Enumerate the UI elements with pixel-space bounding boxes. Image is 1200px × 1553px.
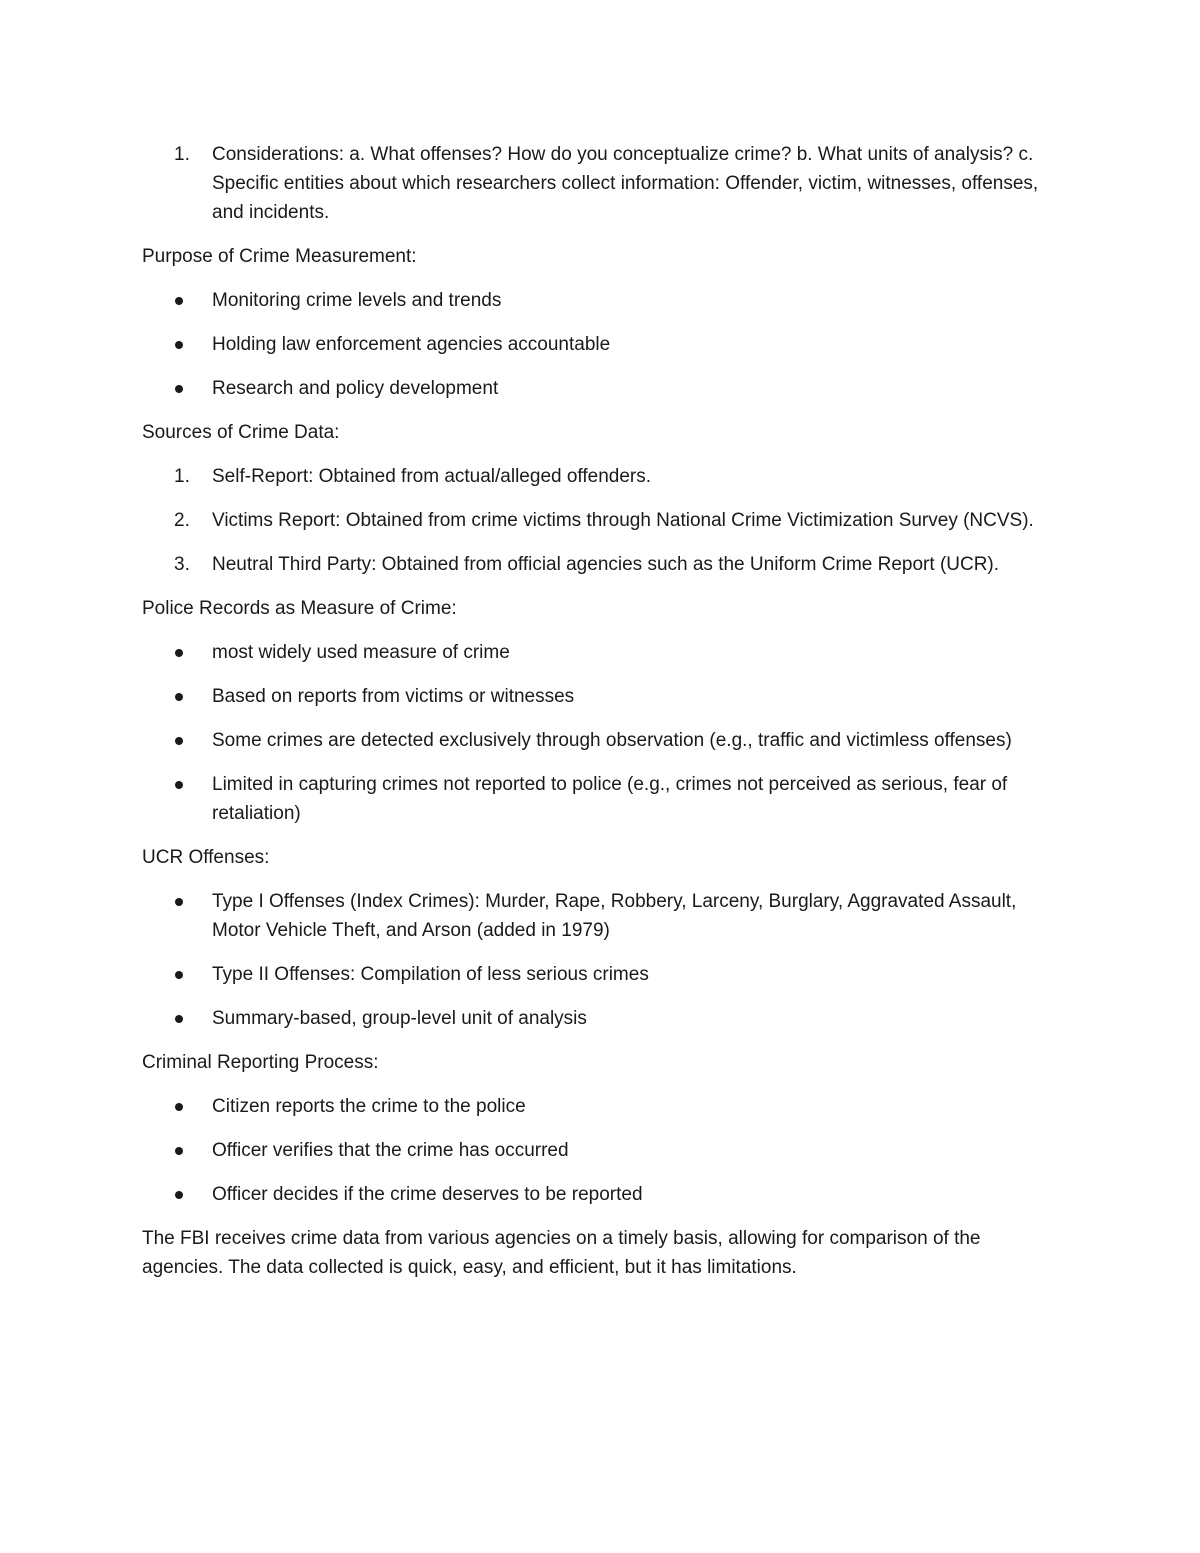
- list-item: [142, 960, 1062, 989]
- list-item: [142, 462, 1062, 491]
- closing-paragraph: The FBI receives crime data from various agencies on a timely basis, allowing for comparison of the agencies. The data collected is quick, easy, and efficient, but it has limitations.: [142, 1228, 981, 1278]
- bullet-icon: [175, 1103, 183, 1111]
- list-item: [142, 550, 1062, 579]
- list-item-text: Limited in capturing crimes not reported to police (e.g., crimes not perceived as serious, fear of retaliation): [212, 774, 1008, 824]
- list-item: [142, 726, 1062, 755]
- list-item-text: Neutral Third Party: Obtained from official agencies such as the Uniform Crime Report (UCR).: [212, 554, 1000, 575]
- list-item-text: Type I Offenses (Index Crimes): Murder, Rape, Robbery, Larceny, Burglary, Aggravated Assault, Motor Vehicle Theft, and Arson (added in 1979): [212, 891, 1017, 941]
- bullet-icon: [175, 1147, 183, 1155]
- list-item-text: Officer decides if the crime deserves to be reported: [212, 1184, 643, 1205]
- list-item: [142, 1004, 1062, 1033]
- bullet-icon: [175, 1015, 183, 1023]
- reporting-process-list: [142, 1092, 1062, 1209]
- list-item-text: Self-Report: Obtained from actual/alleged offenders.: [212, 466, 652, 487]
- purpose-list: [142, 286, 1062, 403]
- list-item: [142, 286, 1062, 315]
- section-heading-police-records: Police Records as Measure of Crime:: [142, 598, 457, 619]
- list-item: [142, 638, 1062, 667]
- considerations-list: [142, 140, 1062, 227]
- bullet-icon: [175, 898, 183, 906]
- list-item: [142, 770, 1062, 828]
- section-heading-purpose: Purpose of Crime Measurement:: [142, 246, 417, 267]
- list-item-text: Holding law enforcement agencies accountable: [212, 334, 611, 355]
- list-number: 1.: [174, 466, 190, 487]
- list-item: [142, 374, 1062, 403]
- list-item-text: Citizen reports the crime to the police: [212, 1096, 526, 1117]
- list-item: [142, 330, 1062, 359]
- section-heading-sources: Sources of Crime Data:: [142, 422, 340, 443]
- list-item-text: Summary-based, group-level unit of analysis: [212, 1008, 587, 1029]
- list-item-text: Based on reports from victims or witnesses: [212, 686, 575, 707]
- bullet-icon: [175, 649, 183, 657]
- list-item: [142, 682, 1062, 711]
- list-item-text: Research and policy development: [212, 378, 499, 399]
- list-item-text: Type II Offenses: Compilation of less serious crimes: [212, 964, 649, 985]
- bullet-icon: [175, 971, 183, 979]
- bullet-icon: [175, 737, 183, 745]
- document-body: [142, 140, 1062, 1282]
- bullet-icon: [175, 693, 183, 701]
- section-heading-reporting-process: Criminal Reporting Process:: [142, 1052, 379, 1073]
- list-item: [142, 506, 1062, 535]
- list-item: [142, 1180, 1062, 1209]
- section-heading-ucr-offenses: UCR Offenses:: [142, 847, 270, 868]
- list-item-text: Officer verifies that the crime has occurred: [212, 1140, 569, 1161]
- sources-list: [142, 462, 1062, 579]
- list-item-text: Monitoring crime levels and trends: [212, 290, 502, 311]
- ucr-offenses-list: [142, 887, 1062, 1033]
- bullet-icon: [175, 385, 183, 393]
- list-item-text: Victims Report: Obtained from crime victims through National Crime Victimization Survey (NCVS).: [212, 510, 1034, 531]
- bullet-icon: [175, 1191, 183, 1199]
- list-number: 1.: [174, 144, 190, 165]
- list-item-text: Considerations: a. What offenses? How do you conceptualize crime? b. What units of analysis? c. Specific entities about which researchers collect information: Offender, victim, witnesses, offenses, and incidents.: [212, 144, 1039, 223]
- list-number: 2.: [174, 510, 190, 531]
- list-item: [142, 140, 1062, 227]
- bullet-icon: [175, 781, 183, 789]
- bullet-icon: [175, 341, 183, 349]
- list-item-text: most widely used measure of crime: [212, 642, 510, 663]
- list-item: [142, 1092, 1062, 1121]
- bullet-icon: [175, 297, 183, 305]
- list-item-text: Some crimes are detected exclusively through observation (e.g., traffic and victimless offenses): [212, 730, 1012, 751]
- list-number: 3.: [174, 554, 190, 575]
- list-item: [142, 1136, 1062, 1165]
- list-item: [142, 887, 1062, 945]
- police-records-list: [142, 638, 1062, 828]
